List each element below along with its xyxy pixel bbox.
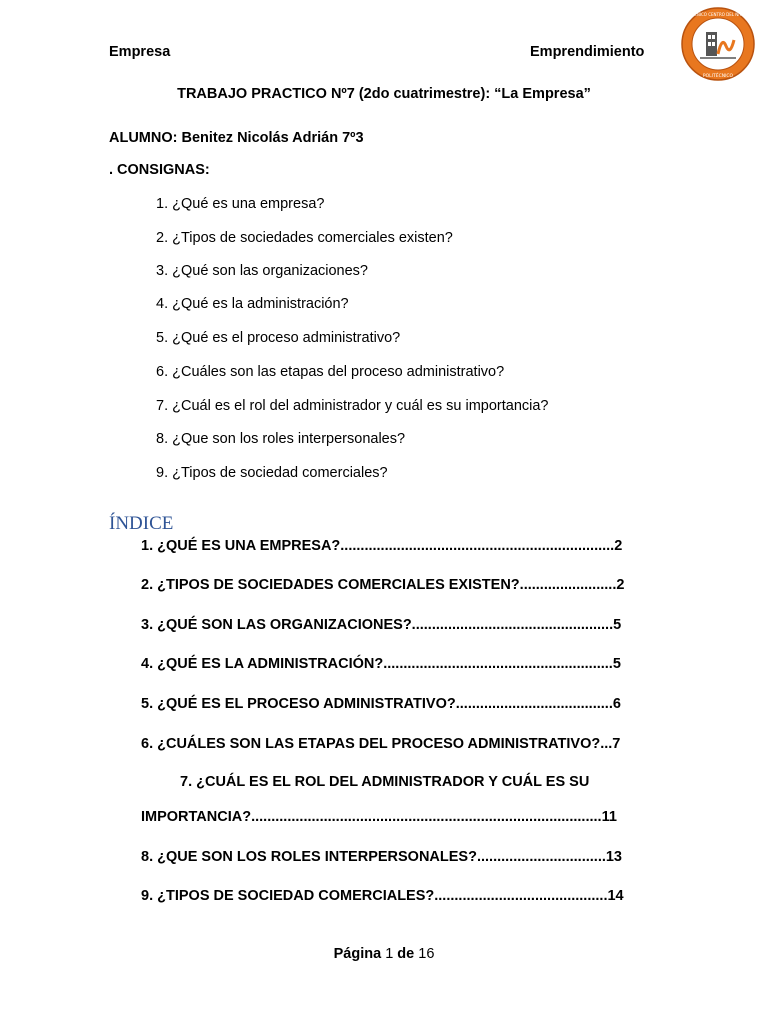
header-right-text: Emprendimiento xyxy=(530,44,645,60)
toc-entry[interactable]: 2. ¿TIPOS DE SOCIEDADES COMERCIALES EXISTEN?........................2 xyxy=(141,577,625,593)
student-name: ALUMNO: Benitez Nicolás Adrián 7º3 xyxy=(109,130,364,146)
toc-entry[interactable]: IMPORTANCIA?.......................................................................................11 xyxy=(141,809,617,825)
page-label: Página xyxy=(333,946,382,962)
question-item: 9. ¿Tipos de sociedad comerciales? xyxy=(156,465,388,481)
svg-text:POLITÉCNICO: POLITÉCNICO xyxy=(702,74,734,79)
page-total: 16 xyxy=(418,946,435,962)
indice-heading: ÍNDICE xyxy=(109,513,174,534)
question-item: 6. ¿Cuáles son las etapas del proceso administrativo? xyxy=(156,364,505,380)
page-current: 1 xyxy=(385,946,394,962)
question-item: 5. ¿Qué es el proceso administrativo? xyxy=(156,330,401,346)
toc-entry[interactable]: 8. ¿QUE SON LOS ROLES INTERPERSONALES?................................13 xyxy=(141,849,622,865)
toc-entry[interactable]: 1. ¿QUÉ ES UNA EMPRESA?....................................................................2 xyxy=(141,538,623,554)
of-label: de xyxy=(397,946,415,962)
document-title: TRABAJO PRACTICO Nº7 (2do cuatrimestre): “La Empresa” xyxy=(177,86,591,102)
header-left-text: Empresa xyxy=(109,44,171,60)
question-item: 1. ¿Qué es una empresa? xyxy=(156,196,325,212)
toc-entry[interactable]: 7. ¿CUÁL ES EL ROL DEL ADMINISTRADOR Y CUÁL ES SU xyxy=(180,774,590,790)
page-footer xyxy=(0,946,768,962)
toc-entry[interactable]: 6. ¿CUÁLES SON LAS ETAPAS DEL PROCESO ADMINISTRATIVO?...7 xyxy=(141,736,621,752)
toc-entry[interactable]: 5. ¿QUÉ ES EL PROCESO ADMINISTRATIVO?.......................................6 xyxy=(141,696,621,712)
question-item: 3. ¿Qué son las organizaciones? xyxy=(156,263,368,279)
toc-entry[interactable]: 3. ¿QUÉ SON LAS ORGANIZACIONES?..................................................5 xyxy=(141,617,622,633)
toc-entry[interactable]: 9. ¿TIPOS DE SOCIEDAD COMERCIALES?...........................................14 xyxy=(141,888,624,904)
consignas-label: . CONSIGNAS: xyxy=(109,162,210,178)
question-item: 4. ¿Qué es la administración? xyxy=(156,296,349,312)
toc-entry[interactable]: 4. ¿QUÉ ES LA ADMINISTRACIÓN?.........................................................5 xyxy=(141,656,621,672)
question-item: 8. ¿Que son los roles interpersonales? xyxy=(156,431,406,447)
svg-text:TÉCNICO CENTRO DEL NIVEL: TÉCNICO CENTRO DEL NIVEL xyxy=(689,12,747,17)
question-item: 2. ¿Tipos de sociedades comerciales existen? xyxy=(156,230,453,246)
question-item: 7. ¿Cuál es el rol del administrador y cuál es su importancia? xyxy=(156,398,549,414)
school-logo xyxy=(680,6,756,82)
